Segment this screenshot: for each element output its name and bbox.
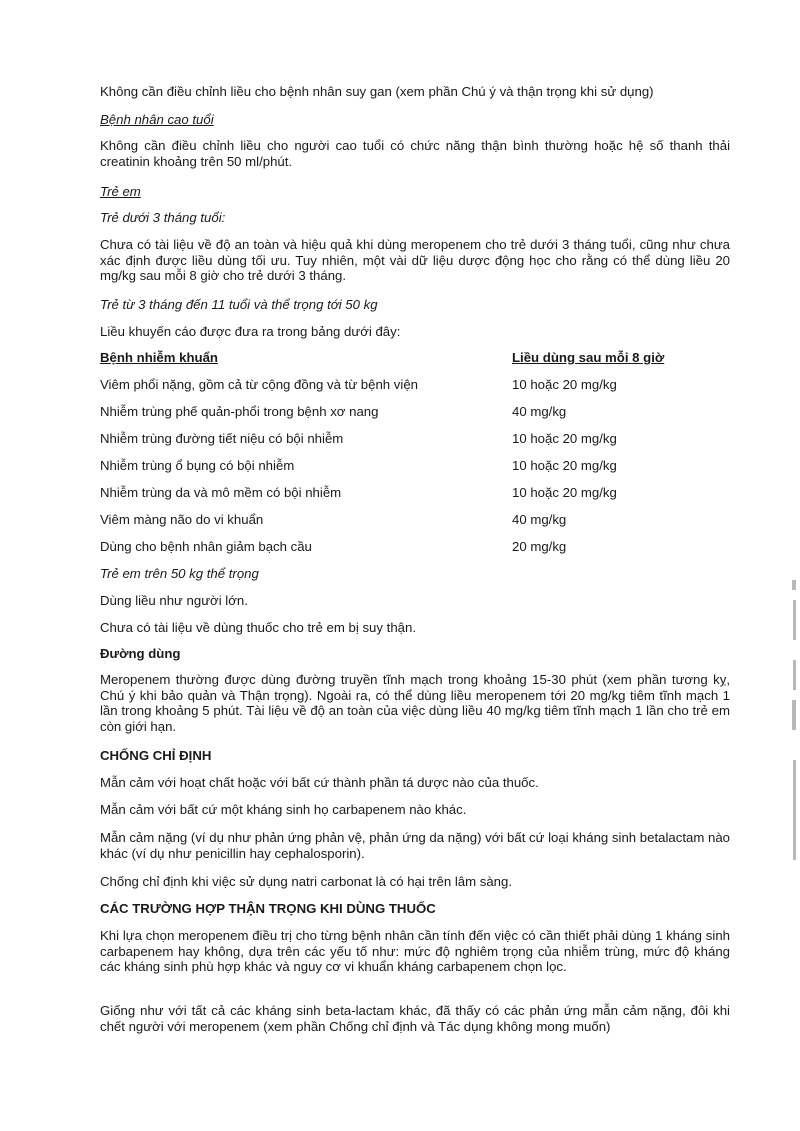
route-heading: Đường dùng	[100, 646, 181, 661]
header-dose: Liều dùng sau mỗi 8 giờ	[512, 350, 665, 365]
precautions-heading: CÁC TRƯỜNG HỢP THẬN TRỌNG KHI DÙNG THUỐC	[100, 901, 436, 916]
children-heading: Trẻ em	[100, 184, 141, 199]
contraindication-4: Chống chỉ định khi việc sử dụng natri carbonat là có hại trên lâm sàng.	[100, 874, 513, 889]
contraindications-heading: CHỐNG CHỈ ĐỊNH	[100, 748, 212, 763]
contraindication-2: Mẫn cảm với bất cứ một kháng sinh họ carbapenem nào khác.	[100, 802, 467, 817]
table-cell-infection: Dùng cho bệnh nhân giảm bạch cầu	[100, 539, 312, 554]
under-3-months-heading: Trẻ dưới 3 tháng tuổi:	[100, 210, 226, 225]
over-50kg-heading: Trẻ em trên 50 kg thể trọng	[100, 566, 259, 581]
table-cell-infection: Viêm phổi nặng, gồm cả từ cộng đồng và từ bệnh viện	[100, 377, 419, 392]
route-paragraph: Meropenem thường được dùng đường truyền tĩnh mạch trong khoảng 15-30 phút (xem phần tương kỵ, Chú ý khi bảo quản và Thận trọng). Ngoài ra, có thể dùng liều meropenem tới 20 mg/kg tiêm tĩnh mạch 1 lần trong khoảng 5 phút. Tài liệu về độ an toàn của việc dùng liều 40 mg/kg tiêm tĩnh mạch 1 lần cho trẻ em còn giới hạn.	[100, 672, 730, 734]
table-cell-dose: 20 mg/kg	[512, 539, 567, 554]
hepatic-dose-paragraph: Không cần điều chỉnh liều cho bệnh nhân suy gan (xem phần Chú ý và thận trọng khi sử dụng)	[100, 84, 654, 99]
table-cell-infection: Nhiễm trùng đường tiết niệu có bội nhiễm	[100, 431, 344, 446]
table-cell-dose: 10 hoặc 20 mg/kg	[512, 458, 617, 473]
header-infection: Bệnh nhiễm khuẩn	[100, 350, 218, 365]
scan-artifact	[792, 700, 796, 730]
precaution-paragraph-1: Khi lựa chọn meropenem điều trị cho từng bệnh nhân cần tính đến việc có cần thiết phải dùng 1 kháng sinh carbapenem hay không, dựa trên các yếu tố như: mức độ nghiêm trọng của nhiễm trùng, mức độ kháng các kháng sinh phù hợp khác và nguy cơ vi khuẩn kháng carbapenem chọn lọc.	[100, 928, 730, 974]
scan-artifact	[793, 600, 796, 640]
elderly-paragraph: Không cần điều chỉnh liều cho người cao tuổi có chức năng thận bình thường hoặc hệ số thanh thải creatinin khoảng trên 50 ml/phút.	[100, 138, 730, 169]
table-cell-dose: 10 hoặc 20 mg/kg	[512, 485, 617, 500]
elderly-heading: Bệnh nhân cao tuổi	[100, 112, 214, 127]
table-cell-infection: Viêm màng não do vi khuẩn	[100, 512, 264, 527]
scan-artifact	[793, 760, 796, 860]
scan-artifact	[793, 660, 796, 690]
adult-dose-paragraph: Dùng liều như người lớn.	[100, 593, 248, 608]
precaution-paragraph-2: Giống như với tất cả các kháng sinh beta-lactam khác, đã thấy có các phản ứng mẫn cảm nặng, đôi khi chết người với meropenem (xem phần Chống chỉ định và Tác dụng không mong muốn)	[100, 1003, 730, 1034]
3-months-to-11-years-heading: Trẻ từ 3 tháng đến 11 tuổi và thể trọng tới 50 kg	[100, 297, 378, 312]
renal-children-paragraph: Chưa có tài liệu về dùng thuốc cho trẻ em bị suy thận.	[100, 620, 416, 635]
table-intro-paragraph: Liều khuyến cáo được đưa ra trong bảng dưới đây:	[100, 324, 401, 339]
table-cell-infection: Nhiễm trùng ổ bụng có bội nhiễm	[100, 458, 295, 473]
scan-artifact	[792, 580, 796, 590]
table-cell-infection: Nhiễm trùng phế quản-phổi trong bệnh xơ nang	[100, 404, 379, 419]
under-3-months-paragraph: Chưa có tài liệu về độ an toàn và hiệu quả khi dùng meropenem cho trẻ dưới 3 tháng tuổi, cũng như chưa xác định được liều dùng tối ưu. Tuy nhiên, một vài dữ liệu dược động học cho rằng có thể dùng liều 20 mg/kg sau mỗi 8 giờ cho trẻ dưới 3 tháng.	[100, 237, 730, 283]
table-cell-dose: 40 mg/kg	[512, 404, 567, 419]
table-cell-dose: 10 hoặc 20 mg/kg	[512, 431, 617, 446]
contraindication-3: Mẫn cảm nặng (ví dụ như phản ứng phản vệ, phản ứng da nặng) với bất cứ loại kháng sinh betalactam nào khác (ví dụ như penicillin hay cephalosporin).	[100, 830, 730, 861]
table-cell-dose: 10 hoặc 20 mg/kg	[512, 377, 617, 392]
table-cell-dose: 40 mg/kg	[512, 512, 567, 527]
contraindication-1: Mẫn cảm với hoạt chất hoặc với bất cứ thành phần tá dược nào của thuốc.	[100, 775, 539, 790]
table-cell-infection: Nhiễm trùng da và mô mềm có bội nhiễm	[100, 485, 342, 500]
